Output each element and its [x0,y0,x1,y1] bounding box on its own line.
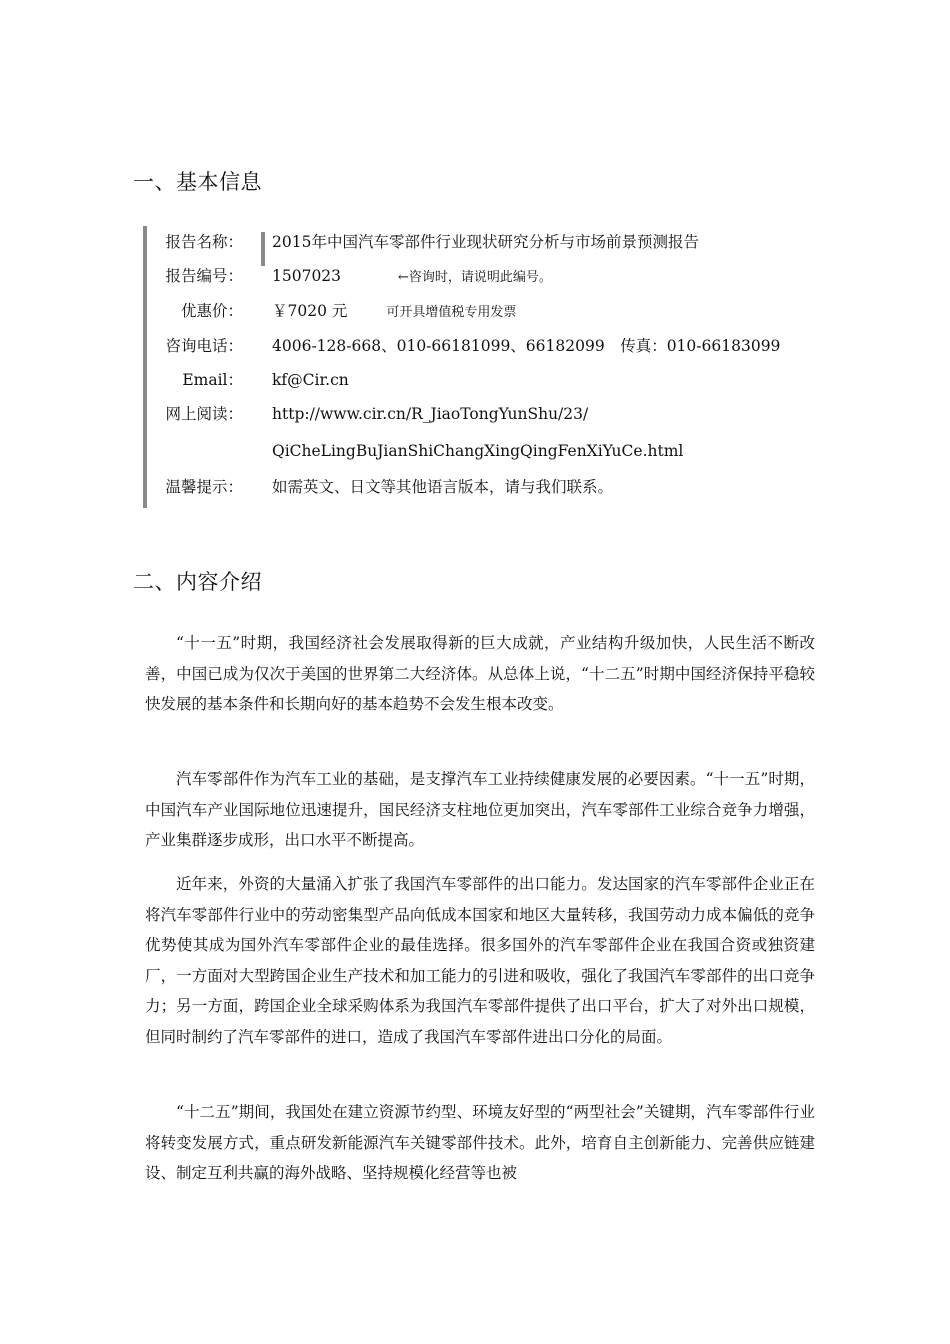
info-label: 咨询电话： [165,337,243,355]
info-label: 优惠价： [180,302,243,320]
intro-paragraph-4: “十二五”期间，我国处在建立资源节约型、环境友好型的“两型社会”关键期，汽车零部件行业将转变发展方式，重点研发新能源汽车关键零部件技术。此外，培育自主创新能力、完善供应链建设、制定互利共赢的海外战略、坚持规模化经营等也被 [145,1103,815,1182]
info-row-url-cont [147,439,827,463]
info-row-price [147,299,827,323]
report-name: 2015年中国汽车零部件行业现状研究分析与市场前景预测报告 [272,233,699,251]
report-code-value: 1507023 [272,267,342,285]
price-note: 可开具增值税专用发票 [386,305,517,320]
report-code-note: ←咨询时，请说明此编号。 [397,270,552,285]
info-row-code [147,264,827,288]
section-title-basic-info: 一、基本信息 [133,170,262,194]
info-label: 报告编号： [165,267,243,285]
intro-paragraph-3: 近年来，外资的大量涌入扩张了我国汽车零部件的出口能力。发达国家的汽车零部件企业正在将汽车零部件行业中的劳动密集型产品向低成本国家和地区大量转移，我国劳动力成本偏低的竞争优势使其成为国外汽车零部件企业的最佳选择。很多国外的汽车零部件企业在我国合资或独资建厂，一方面对大型跨国企业生产技术和加工能力的引进和吸收，强化了我国汽车零部件的出口竞争力；另一方面，跨国企业全球采购体系为我国汽车零部件提供了出口平台，扩大了对外出口规模，但同时制约了汽车零部件的进口，造成了我国汽车零部件进出口分化的局面。 [145,875,815,1046]
intro-paragraph-2: 汽车零部件作为汽车工业的基础，是支撑汽车工业持续健康发展的必要因素。“十一五”时期，中国汽车产业国际地位迅速提升，国民经济支柱地位更加突出，汽车零部件工业综合竞争力增强，产业集群逐步成形，出口水平不断提高。 [145,770,815,849]
info-row-email [147,368,827,392]
info-row-tip [147,475,827,499]
price [272,299,516,325]
section-title-intro: 二、内容介绍 [133,570,262,594]
info-box [143,226,827,508]
phone-value: 4006-128-668、010-66181099、66182099 传真：010-66183099 [272,337,781,355]
info-label: 温馨提示： [165,478,243,496]
info-row-phone [147,334,827,358]
email-link[interactable]: kf@Cir.cn [272,371,349,389]
info-row-url [147,402,827,426]
report-code [272,264,552,290]
url-link-line1[interactable]: http://www.cir.cn/R_JiaoTongYunShu/23/ [272,405,589,423]
intro-paragraph-1: “十一五”时期，我国经济社会发展取得新的巨大成就，产业结构升级加快，人民生活不断改善，中国已成为仅次于美国的世界第二大经济体。从总体上说，“十二五”时期中国经济保持平稳较快发展的基本条件和长期向好的基本趋势不会发生根本改变。 [145,634,815,713]
info-label: Email： [182,371,243,389]
tip-value: 如需英文、日文等其他语言版本，请与我们联系。 [272,478,614,496]
title-marker-bar [261,232,265,266]
url-link-line2[interactable]: QiCheLingBuJianShiChangXingQingFenXiYuCe.html [272,442,684,460]
price-value: ￥7020 元 [272,302,348,320]
info-row-name [147,230,827,254]
info-label: 报告名称： [165,233,243,251]
info-label: 网上阅读： [165,405,243,423]
